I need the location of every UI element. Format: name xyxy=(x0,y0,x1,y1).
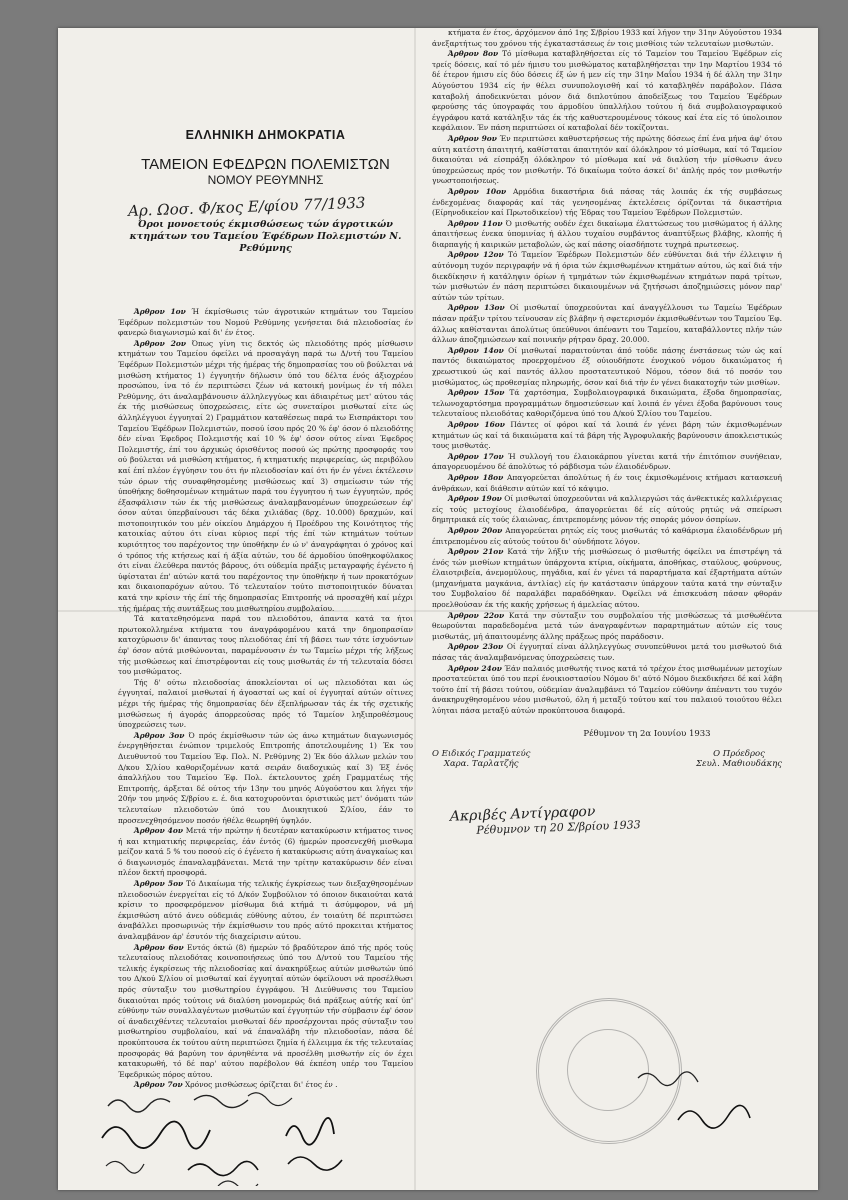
article-paragraph xyxy=(432,219,782,251)
article-text: Χρόνος μισθώσεως όρίζεται δι' έτος έν . xyxy=(185,1080,338,1090)
secretary-signature xyxy=(432,749,530,769)
article-label: Άρθρον 12ον xyxy=(448,250,504,260)
article-paragraph xyxy=(432,664,782,717)
article-paragraph xyxy=(432,49,782,134)
left-articles xyxy=(118,307,413,1091)
certified-label: Ακριβές Αντίγραφον xyxy=(449,803,596,825)
article-text: Αρμόδια δικαστήρια διά πάσας τάς λοιπάς έκ τής συμβάσεως ένδεχομένας διαφοράς καί τάς γενησομένας έκτελέσεις όρίζονται τά δικαστήρια (Είρηνοδικείον καί Πρωτοδικείον) τής Έδρας του Ταμείου Έφέδρων Πολεμιστών. xyxy=(432,186,783,218)
article-paragraph xyxy=(432,494,782,526)
article-label: Άρθρον 19ον xyxy=(448,494,502,504)
article-label: Άρθρον 7ον xyxy=(134,1080,183,1090)
article-paragraph xyxy=(118,943,413,1081)
article-label: Άρθρον 24ον xyxy=(448,663,502,673)
article-label: Άρθρον 21ον xyxy=(448,547,504,557)
article-paragraph xyxy=(118,339,413,614)
article-paragraph xyxy=(432,547,782,611)
article-paragraph xyxy=(432,611,782,643)
republic-heading: ΕΛΛΗΝΙΚΗ ΔΗΜΟΚΡΑΤΙΑ xyxy=(185,128,346,142)
article-text: Οί μισθωταί παραιτούνται άπό τούδε πάσης ένστάσεως τών ώς καί παντός δικαιώματος προερχομένου έξ ούιουδήποτε ένοχικού νόμου δικαιώματος ή χρεωστικού ώς καί παντός άλλου προστατευτικού Νόμου, τόσον διά τό ποσόν του μισθώματος, ώς προθεσμίας πληρωμής, όσον καί διά τήν έν γένει διακατοχήν τών μισθίων. xyxy=(432,345,782,387)
article-paragraph xyxy=(432,134,782,187)
article-paragraph xyxy=(432,642,782,663)
article-label: Άρθρον 10ον xyxy=(448,186,507,196)
article-label: Άρθρον 17ον xyxy=(448,451,504,461)
article-paragraph xyxy=(432,473,782,494)
article-text: Εντός όκτώ (8) ήμερών τό βραδύτερον άπό τής πρός τούς τελευταίους πλειοδότας κοινοποιήσεως ύπό του Δ/ντού του Ταμείου τής τελικής έγκρίσεως τής πλειοδοσίας καί άνακηρύξεως αύτών μισθωτών ύπό του Δ/κού Σ/λίου οί μισθωταί καί έγγυηταί αύτών όφείλουσι νά προσέλθωσι πρός σύνταξιν του μισθωτηρίου έγγράφου. Ή Διεύθυνσις του Ταμείου δικαιούται πρός τούτοις νά διαλύση μονομερώς διά πράξεως αύτής καί ύπ' εύθύνην τών συναλλαγέντων μισθωτών καί έγγυητών τήν σύμβασιν έφ' όσον οί άναδειχθέντες τελευταίοι μισθωταί δέν προσέρχονται πρός σύνταξιν του μισθωτηρίου συμβολαίου, καί νά έπαναλάβη τήν πλειοδοσίαν, πάσα δέ προκύπτουσα έκ τούτου αύτη περιπτώσει ζημία ή έλλειμμα έκ τής τελευταίας προσφοράς θά βαρύνη τον άρνηθέντα νά προσέλθη μισθωτήν είς όν έχει κατακυρωθή, τό δέ παρ' αύτου παρέβολον θά έκπέση υπέρ του Ταμείου Έφεδρικώς πόρος αύτου. xyxy=(118,942,413,1079)
article-paragraph xyxy=(118,826,413,879)
article-label: Άρθρον 11ον xyxy=(448,218,503,228)
secretary-title: Ο Ειδικός Γραμματεύς xyxy=(432,748,531,759)
document-page xyxy=(58,28,818,1190)
article-label: Άρθρον 13ον xyxy=(448,303,505,313)
left-column xyxy=(118,128,413,1091)
fund-heading: ΤΑΜΕΙΟΝ ΕΦΕΔΡΩΝ ΠΟΛΕΜΙΣΤΩΝ xyxy=(141,156,390,173)
document-subtitle: Όροι μονοετούς έκμισθώσεως τών άγροτικών κτημάτων του Ταμείου Έφέδρων Πολεμιστών Ν. Ρεθύμνης xyxy=(129,219,402,254)
article-paragraph xyxy=(118,879,413,943)
article-paragraph xyxy=(432,303,782,345)
article-text: Πάντες οί φόροι καί τά λοιπά έν γένει βάρη τών έκμισθωμένων κτημάτων ώς καί τά δικαιώματα καί τά βάρη τής Άγροφυλακής βαρύνουσιν άποκλειστικώς τους μισθωτάς. xyxy=(432,419,782,451)
president-name: Σευλ. Μαθιουδάκης xyxy=(696,758,782,769)
handwritten-signatures-right xyxy=(618,1068,798,1148)
article-text: Απαγορεύεται ρητώς είς τους μισθωτάς τό καθάρισμα έλαιοδένδρων μή έπιτρεπομένου είς αύτούς τούτου δι' ούνδήποτε λόγον. xyxy=(432,525,782,546)
secretary-name: Χαρα. Ταρλατζής xyxy=(443,758,519,769)
article-text: Κατά τήν λήξιν τής μισθώσεως ό μισθωτής όφείλει να έπιστρέψη τά ένός τών μισθίων κτημάτων ύπάρχοντα κτίρια, οίκήματα, άποθήκας, σταύλους, φούρνους, έλαιοτριβεία, άνεμομύλους, πηγάδια, καί έν γένει τά παραρτήματα καί έξαρτήματα αύτών (μηχανήματα μαγκάνια, άντλίας) είς ήν κατάστασιν ύπάρχουν ταύτα κατά την σύνταξιν του Συμβολαίου δέ παραλάβει παραδόθηκαν. Όφείλει νά έπισκευάση πάσαν φθοράν προελθούσαν έκ τής κακής χρήσεως ή άμελείας αύτου. xyxy=(432,547,782,610)
article-paragraph xyxy=(118,307,413,339)
certified-date: Ρέθυμνον τη 20 Σ/βρίου 1933 xyxy=(476,817,641,837)
article-label: Άρθρον 9ον xyxy=(448,133,497,143)
article-text: Τό Δικαίωμα τής τελικής έγκρίσεως των διεξαχθησομένων πλειοδοσιών ένεργείται είς τό Δ/κόν Συμβούλιον τό όποιον δικαιούται κατά κρίσιν το προσφερόμενον μίσθωμα διά κτήμά τι άσύμφορον, νά μή έκμισθώση αύτό άνευ ούδεμιάς εύθύνης αύτου, έν τοιαύτη δέ περιπτώσει άναβάλλει προσωρινώς τήν έκμίσθωσιν του πρός αύτό προκειται κτήματος άναλαμβάνον άρ' έσυτόν τής διαχείρισιν αύτου. xyxy=(118,879,413,942)
article-label: Άρθρον 3ον xyxy=(134,730,185,740)
signature-block xyxy=(432,749,782,769)
article-paragraph xyxy=(118,731,413,826)
article-paragraph xyxy=(432,526,782,547)
article-paragraph xyxy=(432,346,782,388)
article-text: Ή συλλογή του έλαιοκάρπου γίνεται κατά τήν έπιτόπιον συνήθειαν, άπαγορευομένου δέ άπολύτως τό ράβδισμα τών έλαιοδένδρων. xyxy=(432,451,783,472)
article-paragraph xyxy=(118,678,413,731)
article-text: Ό μισθωτής ουδέν έχει δικαίωμα έλαττώσεως του μισθώματος ή άλλης άπαιτήσεως ένεκα ύπομινίας ή άλλου τυχαίου συμβάντος άναπτύξεως βλάβης, κλοπής ή διαρπαγής ή καιρικών μεταβολών, ώς καί πάσης οίασδήποτε τυχηρά πρωτεσεως. xyxy=(432,218,782,249)
article-paragraph xyxy=(432,28,782,49)
article-text: Απαγορεύεται άπολύτως ή έν τοις έκμισθωμένοις κτήμασι κατασκευή άνθράκων, καί διάθεσιν αύτών καί τό κάψιμο. xyxy=(432,472,782,493)
prefecture-heading: ΝΟΜΟΥ ΡΕΘΥΜΝΗΣ xyxy=(207,173,324,187)
article-paragraph xyxy=(432,420,782,452)
president-signature xyxy=(696,749,782,769)
article-text: Κατά την σύνταξιν του συμβολαίου τής μισθώσεως τά μισθωθέντα θεωρούνται παραδεδομένα μετά τών άναγραφέντων παραρτημάτων αύτών είς τους μισθωτάς, μή άπαιτουμένης άλλης πράξεως πρός παράδοσιν. xyxy=(432,610,783,641)
article-label: Άρθρον 20ον xyxy=(448,525,503,535)
article-label: Άρθρον 8ον xyxy=(448,49,499,59)
certified-copy-note xyxy=(450,797,783,838)
article-label: Άρθρον 15ον xyxy=(448,388,505,398)
article-label: Άρθρον 4ον xyxy=(134,826,183,836)
article-text: κτήματα έν έτος, άρχόμενον άπό 1ης Σ/βρίου 1933 καί λήγον την 31ην Αύγούστου 1934 άνεξαρτήτως του χρόνου τής έγκαταστάσεως έν τοις μισθίοις τών τελευταίων μισθωτών. xyxy=(432,28,782,48)
handwritten-signatures-left xyxy=(98,1086,398,1186)
article-paragraph xyxy=(432,452,782,473)
article-text: Τό Ταμείον Έφέδρων Πολεμιστών δέν εύθύνεται διά τήν έλλειψιν ή αύτόνομη τυχόν περιγραφήν νά ή όρια τών έκμισθωμένων κτημάτων αύτου, ώς καί διά τήν διεκδίκησιν ή κατάληψιν όρίων ή τμημάτων τών έκμισθωμένων κτημάτων παρά τρίτων, τών μισθωτών έν πάση περιπτώσει δικαιουμένων νά ζητήσωσι άποζημιώσεις μόνον παρ' αύτών τών τρίτων. xyxy=(432,250,782,302)
article-label: Άρθρον 2ον xyxy=(134,338,186,348)
article-label: Άρθρον 22ον xyxy=(448,610,505,620)
article-label: Άρθρον 18ον xyxy=(448,472,504,482)
article-label: Άρθρον 14ον xyxy=(448,345,504,355)
article-text: Οί μισθωταί ύποχρεούνται καί άναγγέλλουσι τω Ταμείω Έφέδρων πάσαν πράξιν τρίτου τείνουσαν είς βλάβην ή σφετερισμόν έκμισθωθέντων του Ταμείου Έφ. άλλως καθίστανται άπολύτως ύπεύθυνοι άπέναντι του Ταμείου, καταβάλλοντες πλήν τών άλλων άποζημιώσεων καί ποινικήν ρήτραν δραχ. 20.000. xyxy=(432,303,783,345)
article-paragraph xyxy=(432,250,782,303)
article-text: Όπως γίνη τις δεκτός ώς πλειοδότης πρός μίσθωσιν κτημάτων του Ταμείου όφείλει νά προσαγάγη παρά τω Δ/ντή του Ταμείου Έφέδρων Πολεμιστών μέχρι τής ήμέρας τής δημοπρασίας του οϋ βούλεται νά μισθώση κτήματος 1) έγγυητήν δήλωσιν ύπό του δέλτα ένός άξιοχρέου προσώπου, ίνα τό έν περιπτώσει ζέων νά κατοική μονίμως έν τή πόλει Ρεθύμνης, ότι άναλαμβάνουσιν άλληλεγγύως και άδιαιρέτως μετ' αύτου τάς έκ τής μισθώσεως ύποχρεώσεις, είτε ώς συνεταίροι μισθωταί είτε ώς άλληλέγγυοι έγγυηταί 2) Γραμμάτιον καταθέσεως παρά τω Εισπράκτορι του Ταμείου Έφέδρων Πολεμιστών, ποσού ίσου πρός 20 % έφ' όσον ό πλειοδότης δέν είναι Έφεδρος Πολεμιστής καί 10 % έφ' όσον ούτος είναι Έφεδρος Πολεμιστής, έπί του άρχικώς όρισθέντος ποσού ώς πρώτης προσφοράς του ού βούλεται νά μισθώση κτήματος, ή κτηματικής περιφερείας, ώς περιβόλου καί έπί πλέον έγγύησιν του ότι ήν πλειοδοσίαν καί ότι ήν έν γένει έκτέλεσιν τών όρων τής συναφθησομένης μισθώσεως καί 3) σημείωσιν τών τής ύποθήκης δοθησομένων κτημάτων παρά του έγγυητου ή των έγγυητών, πρός έξασφάλισιν τών έκ τής μισθώσεως άναλαμβανομένων ύποχρεώσεων έφ' όσον αύται ύπερβαίνουσι τάς δέκα χιλιάδας (δρχ. 10.000) δραχμών, καί πιστοποιητικόν του μέν οίκείου Δημάρχου ή Προέδρου της Κοινότητος τής κατοικίας αύτου ότι είναι κύριος περί τής έπί τών κτημάτων τούτων κυριότητος του παρέχοντος την ύποθήκην έν ώ ν' άναγράφηται ό χρόνος καί ό τρόπος τής κτήσεως καί ή άξία αύτών, του δέ άρμοδίου ύποθηκοφύλακος ότι είναι έλεύθερα παντός βάρους, ότι ούδεμία πράξις μεταγραφής έγένετο ή ύφίσταται έπ' αύτών κατά του παρέχοντος την ύποθήκην ή των προκατόχων και δικαιοπαρόχων αύτου. Τό τελευταίον τούτο πιστοποιητικόν δύναται κατά την κρίσιν τής έπί τής δημοπρασίας Επιτροπής νά προσαχθή καί μέχρι τής ήμέρας τής συντάξεως του μισθωτηρίου συμβολαίου. xyxy=(118,338,413,613)
article-text: Ό πρός έκμίσθωσιν τών ώς άνω κτημάτων διαγωνισμός ένεργηθήσεται ένώπιον τριμελούς Επιτροπής άποτελουμένης 1) Έκ του Διευθυντού του Ταμείου Έφ. Πολ. Ν. Ρεθύμνης 2) Έκ δύο άλλων μελών του Δ/κου Σ/λίου καθοριζομένων κατά σειράν διαδοχικώς καί 3) Έξ ένός άπαλλήλου του Ταμείου Έφ. Πολ. έκτελουντος χρέη Γραμματέως τής Επιτροπής, άρξεται δέ ούτος τήν 13ην του μηνός Αύγούστου και λήγει τήν 20ήν του μηνός Σ/βρίου ε. έ. δια κατοχυρούνται όριστικώς μετ' όνόματι τών τελευταίων πλειοδοτών ύπό του Διοικητικού Σ/λίου, έάν το προσενεχθησόμενον ποσόν ήθέλε θεωρηθή ύψηλόν. xyxy=(118,730,413,825)
article-text: Τό μίσθωμα καταβληθήσεται είς τό Ταμείον του Ταμείου Έφέδρων είς τρείς δόσεις, καί τό μέν ήμισυ του μισθώματος καταβληθήσεται την 1ην Μαρτίου 1934 τό δέ έτερον ήμισυ είς δύο δόσεις έξ ών ή μεν είς την 31ην Μαΐου 1934 ή δέ άλλη την 31ην Αύγούστου 1934 είς ήν θέλει συνυπολογισθή καί τό καταβληθέν παράβολον. Πάσα καταβολή άποδεικνύεται μόνον διά διπλοτύπου άποδείξεως του Ταμείου Έφέδρων φερούσης τάς ύπογραφάς του άρμοδίου ύπαλλήλου τούτου ή διά συμβολαιογραφικού έγγράφου κατά κατάληξιν τάς έκ τής καθυστερουμένους τόκους καί έτα είς τό ύπολοιπον κεφάλαιον. Έν πάση περιπτώσει οί καταβολαί δέν τοκίζονται. xyxy=(432,49,782,133)
article-paragraph xyxy=(432,388,782,420)
article-text: Οί μισθωταί ύποχρεούνται νά καλλιεργώσι τάς άνθεκτικές καλλιέργειας είς τούς μετοχίους έλαιοδένδρα, άπαγορεύεται δέ είς αύτούς ρητώς νά σπείρωσι δημητριακά είς τούς έλαιώνας, έπιτρεπομένης μόνον τής σποράς μόνον όσπρίων. xyxy=(432,494,782,525)
right-column xyxy=(432,28,783,837)
article-text: Τής δ' ούτω πλειοδοσίας άποκλείονται οί ως πλειοδόται και ώς έγγυηταί, παλαιοί μισθωταί ή άγοασταί ως καί οί έγγυηταί αύτών οίτινες μέχρι τής ήμέρας τής δημοπρασίας δέν έξεπλήρωσαν τάς έκ τής σχετικής μισθώσεως ή άγοράς άπορρεούσας πρός τό Ταμείον ληξιπροθέσμους ύποχρεώσεις των. xyxy=(118,677,413,730)
article-text: Έάν παλαιός μισθωτής τινος κατά τό τρέχον έτος μισθωμένων μετοχίων προστατεύεται ύπό του περί ένοικιοστασίου Νόμου δι' αύτό Νόμου διεκδικήσει δέ καί λάβη τούτο έπί τή βάσει τούτου, ούδεμίαν άναλαμβάνει τό Ταμείον εύθύνην άπέναντι του τυχόν άνακηρυχθησομένου νέου μισθωτού, όλη ή μεταξύ τούτου καί του παλαιού τοιούτου θέλει λύηται πάσα μεταξύ αύτών προκύπτουσα διαφορά. xyxy=(432,663,782,715)
right-articles xyxy=(432,28,782,717)
article-text: Τά κατατεθησόμενα παρά του πλειοδότου, άπαντα κατά τα ήτοι πρωτοκολλημένα κτήματα του άναγράφομένου κατά την δημοπρασίαν κατοχύρωσιν δι' άπαντας τους πλειοδότας έπί τή βάσει των τότε ίσχυόντων έφ' όσον αύτά μισθώνονται, παραμένουσιν έν τω Ταμείω μέχρι τής λήξεως τής μισθώσεως καί έπιστρέφονται είς τους μισθωτάς έν τή τελευταία δόσει του μισθώματος. xyxy=(118,614,413,677)
handwritten-reference: Αρ. Ωοσ. Φ/κος Ε/φίου 77/1933 xyxy=(127,193,366,220)
article-paragraph xyxy=(432,187,782,219)
fold-line xyxy=(414,28,416,1190)
article-label: Άρθρον 23ον xyxy=(448,642,504,652)
article-label: Άρθρον 1ον xyxy=(134,307,186,316)
president-title: Ο Πρόεδρος xyxy=(713,748,765,759)
article-text: Οί έγγυηταί είναι άλληλεγγύως συνυπεύθυνοι μετά του μισθωτού διά πάσας τάς άναλαμβανόμενας ύποχρεώσεις των. xyxy=(432,642,782,663)
article-text: Τά χαρτόσημα, Συμβολαιογραφικά δικαιώματα, έξοδα δημοπρασίας, τελωνοχαρτόσημα προγραμμάτων δημοσιεύσεων καί λοιπά έν γένει έξοδα βαρύνουσι τους τελευταίους πλειοδότας καθοριζόμενα ύπό του Δ/κού Σ/λίου του Ταμείου. xyxy=(432,388,782,419)
article-label: Άρθρον 6ον xyxy=(134,942,184,952)
article-paragraph xyxy=(118,614,413,678)
article-label: Άρθρον 5ον xyxy=(134,879,184,889)
document-date: Ρέθυμνον τη 2α Ιουνίου 1933 xyxy=(583,728,711,739)
article-label: Άρθρον 16ον xyxy=(448,419,505,429)
article-text: Ή έκμίσθωσις τών άγροτικών κτημάτων του Ταμείου Έφέδρων πολεμιστών του Νομού Ρεθύμνης γενήσεται διά πλειοδοσίας έν φανερώ διαγωνισμώ καί δι' έν έτος. xyxy=(118,307,413,338)
article-text: Έν περιπτώσει καθυστερήσεως τής πρώτης δόσεως έπί ένα μήνα άφ' ότου αύτη κατέστη άπαιτητή, καθίσταται άπαιτητόν καί όλόκληρον τό μίσθωμα, καί τό Ταμείον δικαιούται νά είσπράξη όλόκληρον τό μίσθωμα καί νά διαλύση τήν μίσθωσιν άνευ ύποχρεώσεως πρός τον μισθωτήν. Τό δικαίωμα τούτο άσκεί δι' άπλής πρός τον μισθωτήν γνωστοποιήσεως. xyxy=(432,133,782,186)
article-text: Μετά τήν πρώτην ή δευτέραν κατακύρωσιν κτήματος τινος ή και κτηματικής περιφερείας, έάν έντός (6) ήμερών προσενεχθή μισθωμα μείζον κατά 5 % του ποσού είς ό έγένετο ή κατακύρωσις αύτη άναγκαίως και ό διαγωνισμός έπαναλαμβάνεται. Μετά την τρίτην κατακύρωσιν δέν είναι πλέον δεκτή προσφορά. xyxy=(118,826,413,878)
